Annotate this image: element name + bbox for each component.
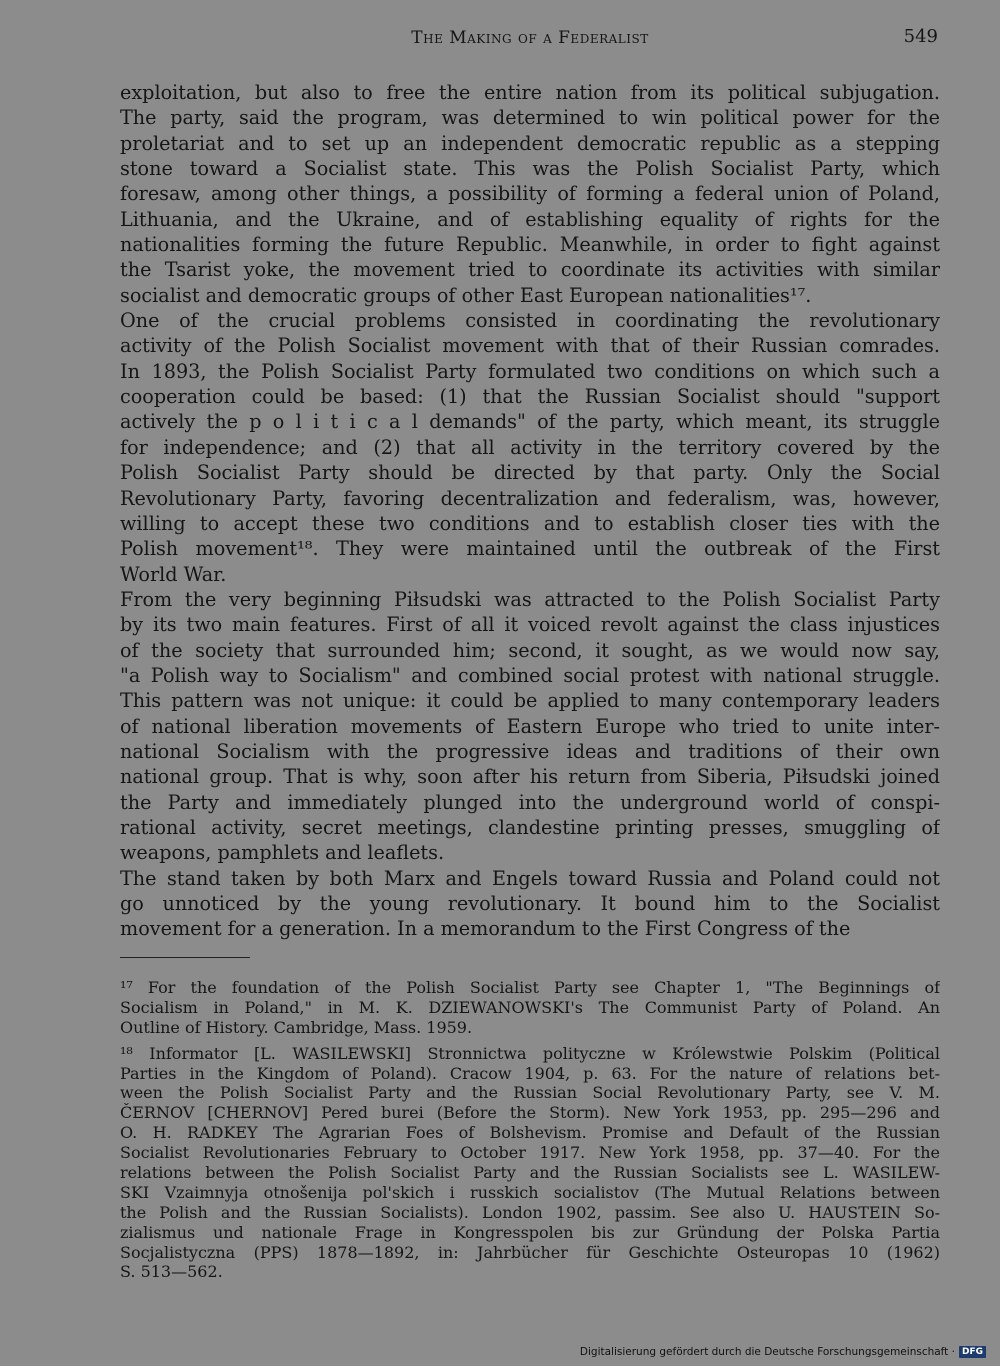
body-text [120,80,940,942]
body-line: go unnoticed by the young revolutionary. It bound him to the Socialist [120,892,940,915]
body-line: stone toward a Socialist state. This was the Polish Socialist Party, which [120,157,940,181]
body-line: From the very beginning Piłsudski was attracted to the Polish Socialist Party [120,587,940,611]
body-line: national Socialism with the progressive ideas and traditions of their own [120,739,940,763]
footnote-line: Outline of History. Cambridge, Mass. 1959. [120,1017,473,1037]
credit-text: Digitalisierung gefördert durch die Deutsche Forschungsgemeinschaft · [579,1346,955,1358]
footnote-line: ČERNOV [CHERNOV] Pered burei (Before the Storm). New York 1953, pp. 295—296 and [120,1103,940,1123]
body-line: foresaw, among other things, a possibility of forming a federal union of Poland, [120,182,940,206]
body-line: Polish movement¹⁸. They were maintained until the outbreak of the First [120,537,940,561]
body-line: actively the p o l i t i c a l demands" of the party, which meant, its struggle [120,410,940,434]
body-line: nationalities forming the future Republic. Meanwhile, in order to fight against [120,233,940,257]
footnote-line: ¹⁸ Informator [L. WASILEWSKI] Stronnictwa polityczne w Królewstwie Polskim (Political [120,1043,940,1063]
body-line: Polish Socialist Party should be directed by that party. Only the Social [120,461,940,485]
footnotes [120,978,940,1282]
footnote-line: zialismus und nationale Frage in Kongresspolen bis zur Gründung der Polska Partia [120,1222,940,1242]
footnote-line: ¹⁷ For the foundation of the Polish Socialist Party see Chapter 1, "The Beginnings of [120,978,940,997]
footnote-rule [120,957,250,958]
body-line: national group. That is why, soon after his return from Siberia, Piłsudski joined [120,765,940,789]
body-line: for independence; and (2) that all activity in the territory covered by the [120,435,940,459]
body-line: rational activity, secret meetings, clandestine printing presses, smuggling of [120,815,940,839]
body-line: World War. [120,562,227,586]
body-line: by its two main features. First of all it voiced revolt against the class injustices [120,613,940,637]
body-line: exploitation, but also to free the entire nation from its political subjugation. [120,81,940,104]
body-line: activity of the Polish Socialist movement with that of their Russian comrades. [120,334,940,358]
footnote-line: Parties in the Kingdom of Poland). Cracow 1904, p. 63. For the nature of relations bet- [120,1063,940,1083]
body-line: the Party and immediately plunged into the underground world of conspi- [120,790,940,814]
body-line: The party, said the program, was determined to win political power for the [120,106,940,130]
footnote-17 [120,978,940,1038]
body-line: of the society that surrounded him; second, it sought, as we would now say, [120,638,940,662]
body-line: Revolutionary Party, favoring decentralization and federalism, was, however, [120,486,940,510]
body-line: weapons, pamphlets and leaflets. [120,841,445,865]
body-line: movement for a generation. In a memorandum to the First Congress of the [120,917,851,941]
body-line: One of the crucial problems consisted in coordinating the revolutionary [120,309,940,333]
footnote-line: S. 513—562. [120,1262,223,1282]
body-line: Lithuania, and the Ukraine, and of establishing equality of rights for the [120,207,940,231]
body-line: cooperation could be based: (1) that the Russian Socialist should "support [120,385,940,409]
footnote-line: the Polish and the Russian Socialists). London 1902, passim. See also U. HAUSTEIN So- [120,1202,940,1222]
footnote-line: Socjalistyczna (PPS) 1878—1892, in: Jahrbücher für Geschichte Osteuropas 10 (1962) [120,1242,940,1262]
body-line: of national liberation movements of Eastern Europe who tried to unite inter- [120,714,940,738]
body-line: socialist and democratic groups of other East European nationalities¹⁷. [120,283,812,307]
running-head [120,28,940,54]
body-line: The stand taken by both Marx and Engels toward Russia and Poland could not [120,866,940,890]
footnote-line: ween the Polish Socialist Party and the Russian Social Revolutionary Party, see V. M. [120,1083,940,1103]
body-line: In 1893, the Polish Socialist Party formulated two conditions on which such a [120,359,940,383]
footnote-line: Socialism in Poland," in M. K. DZIEWANOWSKI's The Communist Party of Poland. An [120,997,940,1017]
body-line: the Tsarist yoke, the movement tried to coordinate its activities with similar [120,258,940,282]
footnote-18 [120,1044,940,1283]
body-line: proletariat and to set up an independent democratic republic as a stepping [120,131,940,155]
footnote-line: SKI Vzaimnyja otnošenija pol'skich i russkich socialistov (The Mutual Relations between [120,1182,940,1202]
body-line: "a Polish way to Socialism" and combined social protest with national struggle. [120,663,940,687]
body-line: This pattern was not unique: it could be applied to many contemporary leaders [120,689,940,713]
digitization-credit [580,1346,986,1358]
running-title: The Making of a Federalist [411,28,649,48]
footnote-line: Socialist Revolutionaries February to October 1917. New York 1958, pp. 37—40. For the [120,1143,940,1163]
dfg-logo: DFG [959,1346,986,1358]
page-number: 549 [903,26,938,47]
body-line: willing to accept these two conditions and to establish closer ties with the [120,511,940,535]
footnote-line: O. H. RADKEY The Agrarian Foes of Bolshevism. Promise and Default of the Russian [120,1123,940,1143]
footnote-line: relations between the Polish Socialist Party and the Russian Socialists see L. WASILEW- [120,1163,940,1183]
